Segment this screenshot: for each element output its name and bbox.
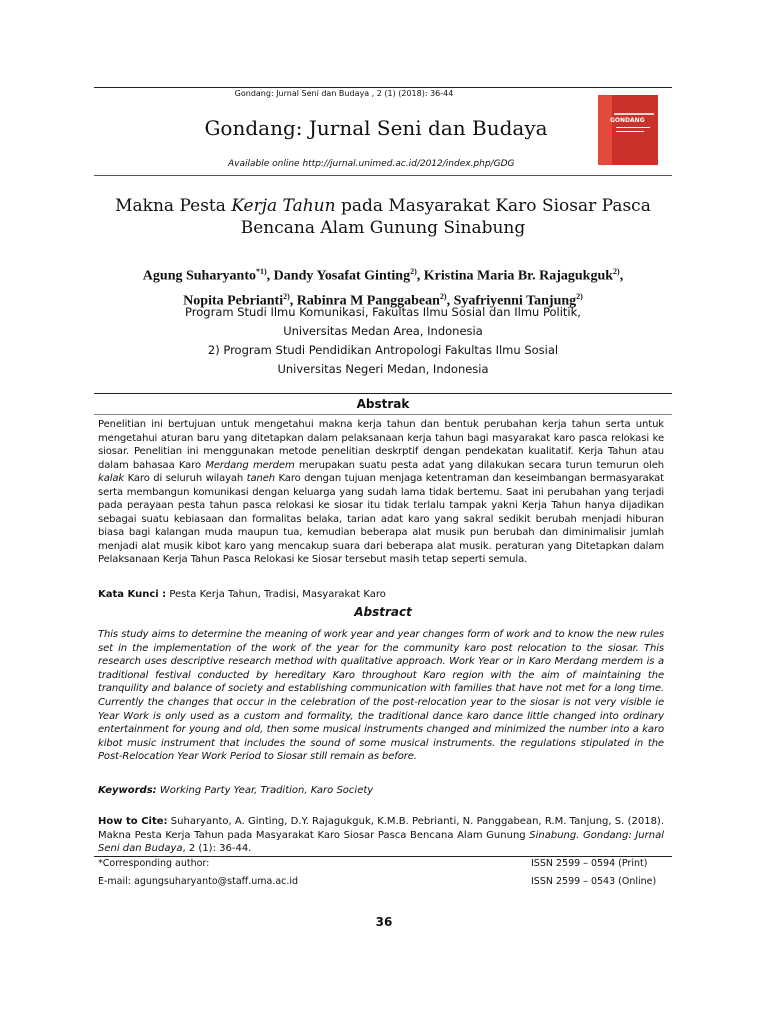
- author-name: Kristina Maria Br. Rajagukguk: [423, 268, 614, 284]
- available-online-link[interactable]: Available online http://jurnal.unimed.ac.id/2012/index.php/GDG: [228, 159, 515, 169]
- issn-print: ISSN 2599 – 0594 (Print): [531, 858, 648, 869]
- author-name: Nopita Pebrianti: [183, 293, 284, 309]
- author-email-link[interactable]: E-mail: agungsuharyanto@staff.uma.ac.id: [98, 876, 299, 887]
- page-number: 36: [375, 915, 393, 929]
- abstract-heading: Abstract: [354, 605, 412, 619]
- affiliations: Program Studi Ilmu Komunikasi, Fakultas Ilmu Sosial dan Ilmu Politik, Universitas Medan Area, Indonesia 2) Program Studi Pendidikan Antropologi Fakultas Ilmu Sosial Universitas Negeri Medan, Indonesia: [185, 305, 581, 376]
- author-name: Rabinra M Panggabean: [296, 293, 440, 309]
- keywords: Keywords: Working Party Year, Tradition, Karo Society: [98, 785, 374, 796]
- article-title: Makna Pesta Kerja Tahun pada Masyarakat Karo Siosar Pasca Bencana Alam Gunung Sinabung: [115, 196, 651, 238]
- cover-logo-text: GONDANG: [610, 117, 645, 124]
- kata-kunci: Kata Kunci : Pesta Kerja Tahun, Tradisi, Masyarakat Karo: [98, 589, 386, 600]
- author-list: Agung Suharyanto$^{*1)}$, Dandy Yosafat Ginting$^{2)}$, Kristina Maria Br. Rajagukguk$^{2)}$, Nopita Pebrianti$^{2)}$, Rabinra M Panggabean$^{2)}$, Syafriyenni Tanjung$^{2)}$: [142, 267, 624, 309]
- issn-online: ISSN 2599 – 0543 (Online): [531, 876, 657, 887]
- abstrak-heading: Abstrak: [356, 397, 410, 411]
- author-name: Dandy Yosafat Ginting: [273, 268, 411, 284]
- header-citation: Gondang: Jurnal Seni dan Budaya , 2 (1) (2018): 36-44: [234, 89, 454, 98]
- journal-title: Gondang: Jurnal Seni dan Budaya: [204, 116, 548, 140]
- how-to-cite: How to Cite: Suharyanto, A. Ginting, D.Y. Rajagukguk, K.M.B. Pebrianti, N. Panggabean, R.M. Tanjung, S. (2018). Makna Pesta Kerja Tahun pada Masyarakat Karo Siosar Pasca Bencana Alam Gunung Sinabung. Gondang: Jurnal Seni dan Budaya, 2 (1): 36-44.: [98, 816, 665, 854]
- corresponding-author: *Corresponding author:: [98, 858, 210, 869]
- abstract-body: This study aims to determine the meaning of work year and year changes form of work and to know the new rules set in the implementation of the work of the year for the community karo post relocation to the siosar. This research uses descriptive research method with qualitative approach. Work Year or in Karo Merdang merdem is a traditional festival conducted by hereditary Karo throughout Karo region with the aim of maintaining the tranquility and balance of society and establishing communication with families that have not met for a long time. Currently the changes that occur in the celebration of the post-relocation year to the siosar is not very visible ie Year Work is only used as a custom and formality, the traditional dance karo dance little changed into ordinary entertainment for young and old, then some musical instruments changed and minimized the number into a karo kibot music instrument that includes the sound of some musical instruments. the regulations stipulated in the Post-Relocation Year Work Period to Siosar still remain as before.: [98, 629, 664, 763]
- journal-cover-image: [598, 95, 658, 165]
- author-name: Agung Suharyanto: [142, 268, 256, 284]
- abstrak-body: Penelitian ini bertujuan untuk mengetahui makna kerja tahun dan bentuk perubahan kerja tahun serta untuk mengetahui aturan baru yang ditetapkan dalam pelaksanaan kerja tahun bagi masyarakat karo pasca relokasi ke siosar. Penelitian ini menggunakan metode penelitian deskrptif dengan pendekatan kualitatif. Kerja Tahun atau dalam bahasaa Karo Merdang merdem merupakan suatu pesta adat yang dilakukan secara turun temurun oleh kalak Karo di seluruh wilayah taneh Karo dengan tujuan menjaga ketentraman dan keseimbangan bermasyarakat serta membangun komunikasi dengan keluarga yang sudah lama tidak bertemu. Saat ini perubahan yang terjadi pada perayaan pesta tahun pasca relokasi ke siosar itu tidak terlalu tampak yakni Kerja Tahun hanya dijadikan sebagai suatu kebiasaan dan formalitas belaka, tarian adat karo yang sakral sedikit berubah menjadi hiburan biasa bagi kalangan muda maupun tua, kemudian beberapa alat musik pun berubah dan diminimalisir jumlah menjadi alat musik kibot karo yang mencakup suara dari beberapa alat musik. peraturan yang Ditetapkan dalam Pelaksanaan Kerja Tahun Pasca Relokasi ke Siosar tersebut masih tetap seperti semula.: [98, 419, 665, 565]
- author-name: Syafriyenni Tanjung: [453, 293, 577, 309]
